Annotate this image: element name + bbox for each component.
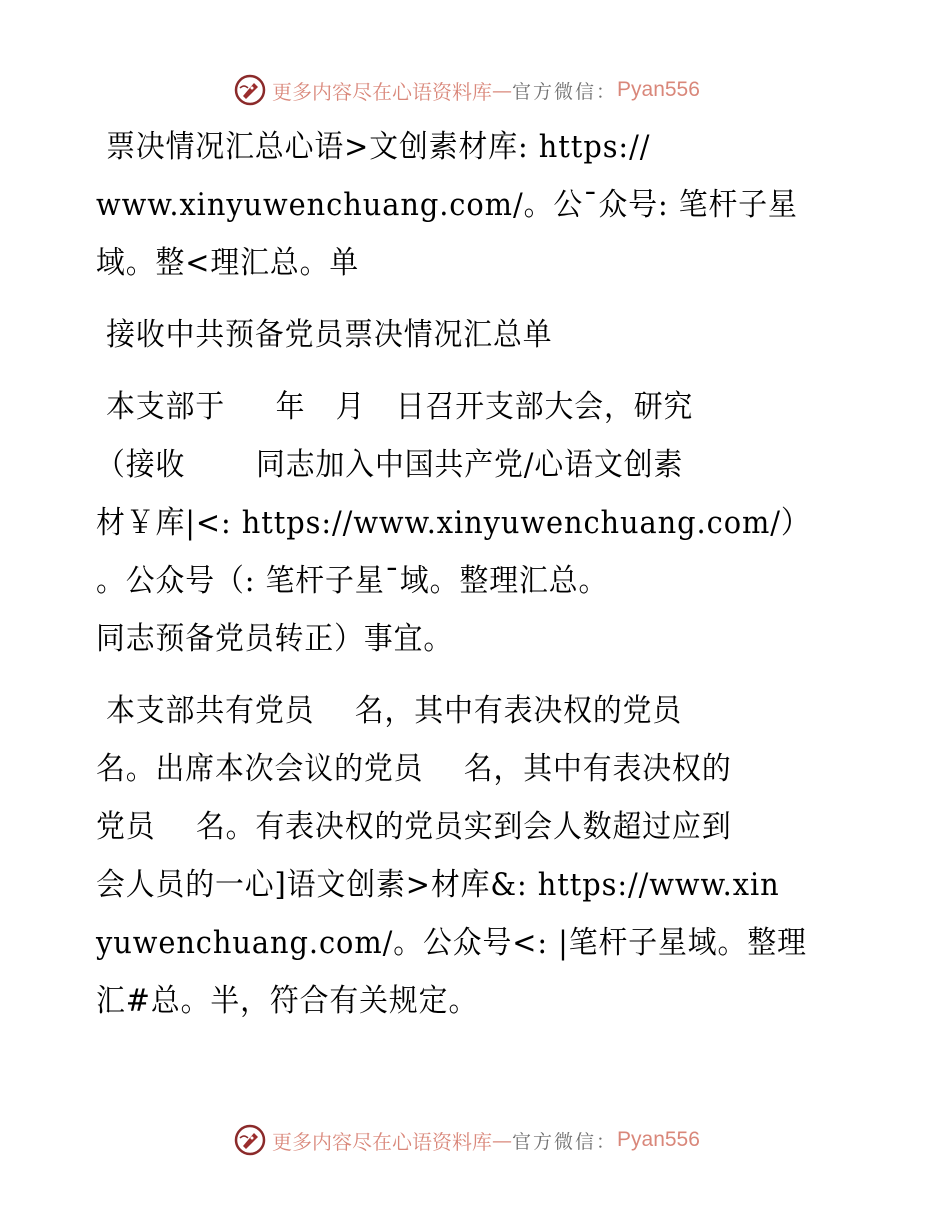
text-line: （接收 同志加入中国共产党/心语文创素 <box>96 447 684 483</box>
text-line: 本支部共有党员 名，其中有表决权的党员 <box>96 693 683 729</box>
banner-main-text: 更多内容尽在心语资料库 <box>272 1129 492 1154</box>
text-line: 同志预备党员转正）事宜。 <box>96 621 454 657</box>
text-line: 材￥库|<: https://www.xinyuwenchuang.com/） <box>96 505 811 541</box>
document-title <box>96 306 856 364</box>
text-line: 。公众号（: 笔杆子星¯域。整理汇总。 <box>96 563 609 599</box>
footer-banner <box>234 1122 700 1158</box>
banner-main-text: 更多内容尽在心语资料库 <box>272 79 492 104</box>
banner-contact-label: 官方微信： <box>512 80 618 103</box>
banner-contact-id: Pyan556 <box>617 1128 700 1151</box>
text-line: yuwenchuang.com/。公众号<: |笔杆子星域。整理 <box>96 925 807 961</box>
text-line: www.xinyuwenchuang.com/。公¯众号: 笔杆子星 <box>96 187 798 223</box>
document-body <box>96 118 856 1030</box>
text-line: 域。整<理汇总。单 <box>96 245 360 281</box>
header-banner <box>234 72 700 108</box>
banner-contact-label: 官方微信： <box>512 1130 618 1153</box>
text-line: 名。出席本次会议的党员 名，其中有表决权的 <box>96 751 732 787</box>
paragraph-intro <box>96 118 856 292</box>
banner-dash: — <box>492 1128 512 1152</box>
banner-contact-id: Pyan556 <box>617 78 700 101</box>
pen-nib-logo-icon <box>234 1124 266 1156</box>
text-line: 票决情况汇总心语>文创素材库: https:// <box>96 129 651 165</box>
title-line: 接收中共预备党员票决情况汇总单 <box>96 317 553 353</box>
banner-dash: — <box>492 78 512 102</box>
text-line: 汇#总。半，符合有关规定。 <box>96 983 479 1019</box>
paragraph-meeting <box>96 378 856 668</box>
text-line: 党员 名。有表决权的党员实到会人数超过应到 <box>96 809 732 845</box>
pen-nib-logo-icon <box>234 74 266 106</box>
text-line: 本支部于 年 月 日召开支部大会，研究 <box>96 389 694 425</box>
paragraph-attendance <box>96 682 856 1030</box>
text-line: 会人员的一心]语文创素>材库&: https://www.xin <box>96 867 780 903</box>
